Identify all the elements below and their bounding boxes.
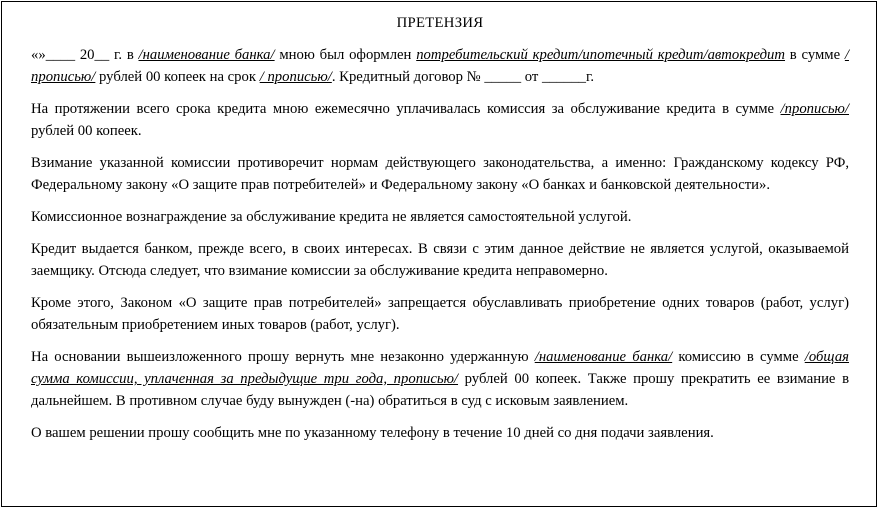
paragraph-consumer-law: Кроме этого, Законом «О защите прав потребителей» запрещается обуславливать приобретение одних товаров (работ, услуг) обязательным приобретением иных товаров (работ, услуг). [31,295,849,333]
paragraph-response-request: О вашем решении прошу сообщить мне по указанному телефону в течение 10 дней со дня подачи заявления. [31,425,714,441]
text: мною был оформлен [274,47,417,63]
paragraph-not-a-service: Комиссионное вознаграждение за обслуживание кредита не является самостоятельной услугой. [31,209,632,225]
placeholder-bank-name: /наименование банка/ [138,47,275,63]
placeholder-bank-name: /наименование банка/ [534,349,673,365]
text: комиссию в сумме [672,349,805,365]
placeholder-loan-type: потребительский кредит/ипотечный кредит/автокредит [416,47,786,63]
placeholder-fee-words: /прописью/ [780,101,849,117]
paragraph-bank-interest: Кредит выдается банком, прежде всего, в своих интересах. В связи с этим данное действие не является услугой, оказываемой заемщику. Отсюда следует, что взимание комиссии за обслуживание кредита неправомерно. [31,241,849,279]
placeholder-term-words: / прописью/ [259,69,332,85]
paragraph-loan-details [31,44,849,88]
claim-document [1,1,877,507]
placeholder-amount-words: / прописью/ [31,47,849,85]
text: «»____ 20__ г. в [31,47,139,63]
paragraph-legal-basis: Взимание указанной комиссии противоречит нормам действующего законодательства, а именно: Гражданскому кодексу РФ, Федеральному закону «О защите прав потребителей» и Федеральному закону «О банках и банковской деятельности». [31,155,849,193]
text: рублей 00 копеек. Также прошу прекратить ее взимание в дальнейшем. В противном случае буду вынужден (-на) обратиться в суд с исковым заявлением. [31,371,850,409]
text: в сумме [785,47,845,63]
text: рублей 00 копеек на срок [95,69,260,85]
text: На протяжении всего срока кредита мною ежемесячно уплачивалась комиссия за обслуживание кредита в сумме [31,101,781,117]
paragraph-demand [31,346,849,412]
text: . Кредитный договор № _____ от ______г. [331,69,595,85]
placeholder-total-fee: /общая сумма комиссии, уплаченная за предыдущие три года, прописью/ [31,349,849,387]
text: На основании вышеизложенного прошу вернуть мне незаконно удержанную [31,349,535,365]
paragraph-monthly-fee [31,98,849,142]
text: рублей 00 копеек. [31,123,142,139]
document-title: ПРЕТЕНЗИЯ [396,15,484,31]
